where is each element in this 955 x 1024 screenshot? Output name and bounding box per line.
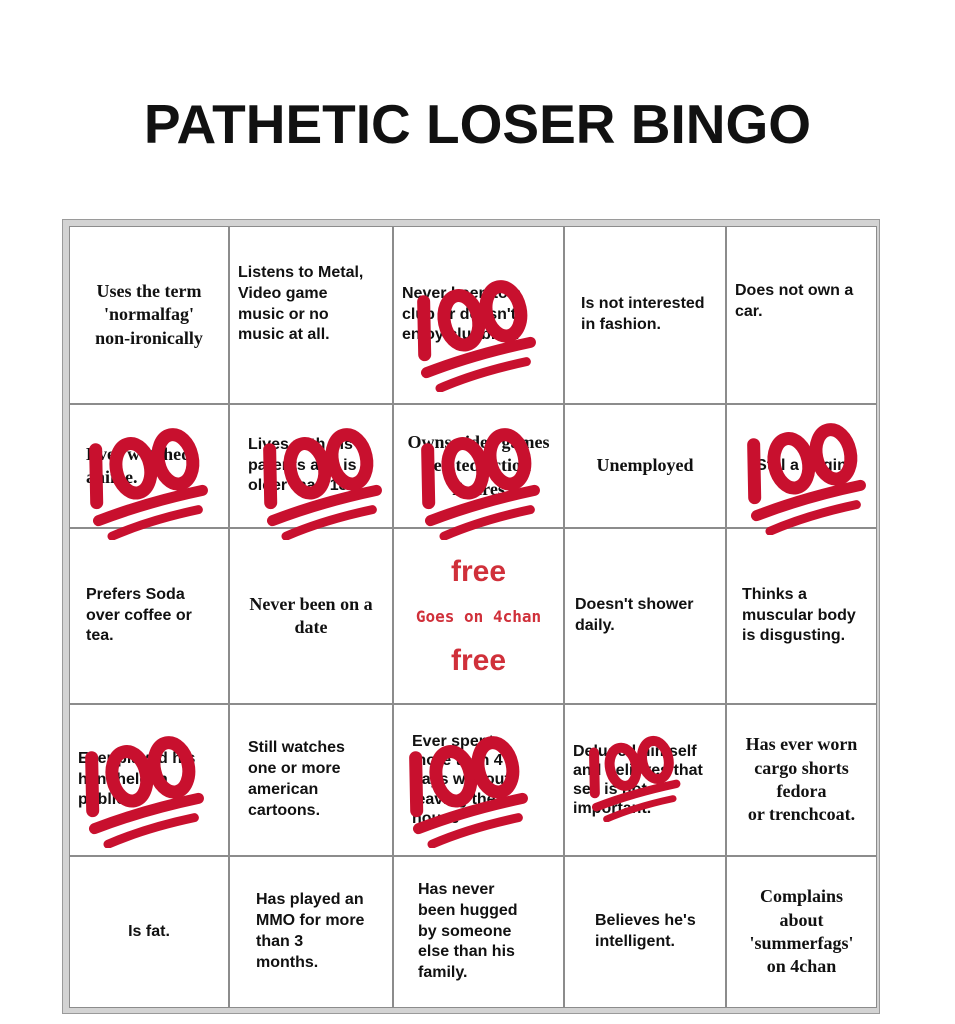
bingo-cell[interactable] — [564, 704, 726, 856]
bingo-cell[interactable] — [393, 856, 564, 1008]
bingo-cell[interactable] — [726, 226, 877, 404]
bingo-cell[interactable] — [564, 226, 726, 404]
cell-text: Owns video games related action figures — [407, 431, 550, 499]
cell-text: Unemployed — [596, 455, 694, 476]
bingo-cell[interactable] — [229, 226, 393, 404]
bingo-cell[interactable] — [69, 404, 229, 528]
bingo-cell[interactable] — [229, 704, 393, 856]
cell-text: Has ever worn cargo shorts fedora or trenchcoat. — [745, 734, 858, 825]
free-space-text: Goes on 4chan — [415, 606, 542, 626]
bingo-cell[interactable] — [229, 528, 393, 704]
bingo-cell[interactable] — [393, 704, 564, 856]
cell-text: Does not own a car. — [735, 282, 854, 320]
cell-text: Believes he's intelligent. — [595, 912, 696, 950]
cell-text: Listens to Metal, Video game music or no music at all. — [238, 264, 364, 344]
cell-text: Doesn't shower daily. — [575, 596, 694, 634]
cell-text: Lives with his parents and is older than 18. — [248, 435, 357, 495]
bingo-cell[interactable] — [564, 528, 726, 704]
cell-text: Never been on a date — [249, 593, 373, 637]
cell-text: Uses the term 'normalfag' non-ironically — [95, 280, 203, 348]
bingo-cell[interactable] — [726, 528, 877, 704]
page-title: PATHETIC LOSER BINGO — [143, 93, 812, 155]
bingo-cell[interactable] — [69, 856, 229, 1008]
bingo-cell[interactable] — [393, 404, 564, 528]
cell-text: Still watches one or more american cartoons. — [248, 739, 345, 819]
cell-text: Is fat. — [128, 922, 170, 940]
cell-text: Never been to a club or doesn't enjoy clubbing. — [402, 284, 522, 344]
bingo-cell[interactable] — [229, 404, 393, 528]
cell-text: Ever spent more than 4 days without leaving the house — [412, 733, 510, 827]
free-space[interactable] — [393, 528, 564, 704]
bingo-cell[interactable] — [726, 404, 877, 528]
cell-text: Thinks a muscular body is disgusting. — [742, 585, 856, 645]
free-label-top: free — [450, 554, 507, 588]
bingo-cell[interactable] — [564, 856, 726, 1008]
bingo-cell[interactable] — [69, 226, 229, 404]
cell-text: Ever played his handheld in public. — [78, 749, 196, 809]
cell-text: Still a virgin — [756, 456, 847, 474]
bingo-board — [62, 219, 880, 1014]
cell-text: Ever watched anime. — [86, 443, 192, 487]
bingo-cell[interactable] — [726, 856, 877, 1008]
cell-text: Complains about 'summerfags' on 4chan — [749, 886, 854, 977]
cell-text: Prefers Soda over coffee or tea. — [86, 585, 192, 645]
bingo-cell[interactable] — [726, 704, 877, 856]
bingo-cell[interactable] — [69, 528, 229, 704]
bingo-cell[interactable] — [564, 404, 726, 528]
cell-text: Has played an MMO for more than 3 months. — [256, 891, 365, 971]
free-label-bottom: free — [450, 643, 507, 677]
bingo-cell[interactable] — [69, 704, 229, 856]
cell-text: Is not interested in fashion. — [581, 295, 705, 333]
bingo-cell[interactable] — [229, 856, 393, 1008]
cell-text: Has never been hugged by someone else than his family. — [418, 881, 518, 982]
cell-text: Deluded himself and believes that sex is not important. — [573, 742, 703, 818]
bingo-cell[interactable] — [393, 226, 564, 404]
